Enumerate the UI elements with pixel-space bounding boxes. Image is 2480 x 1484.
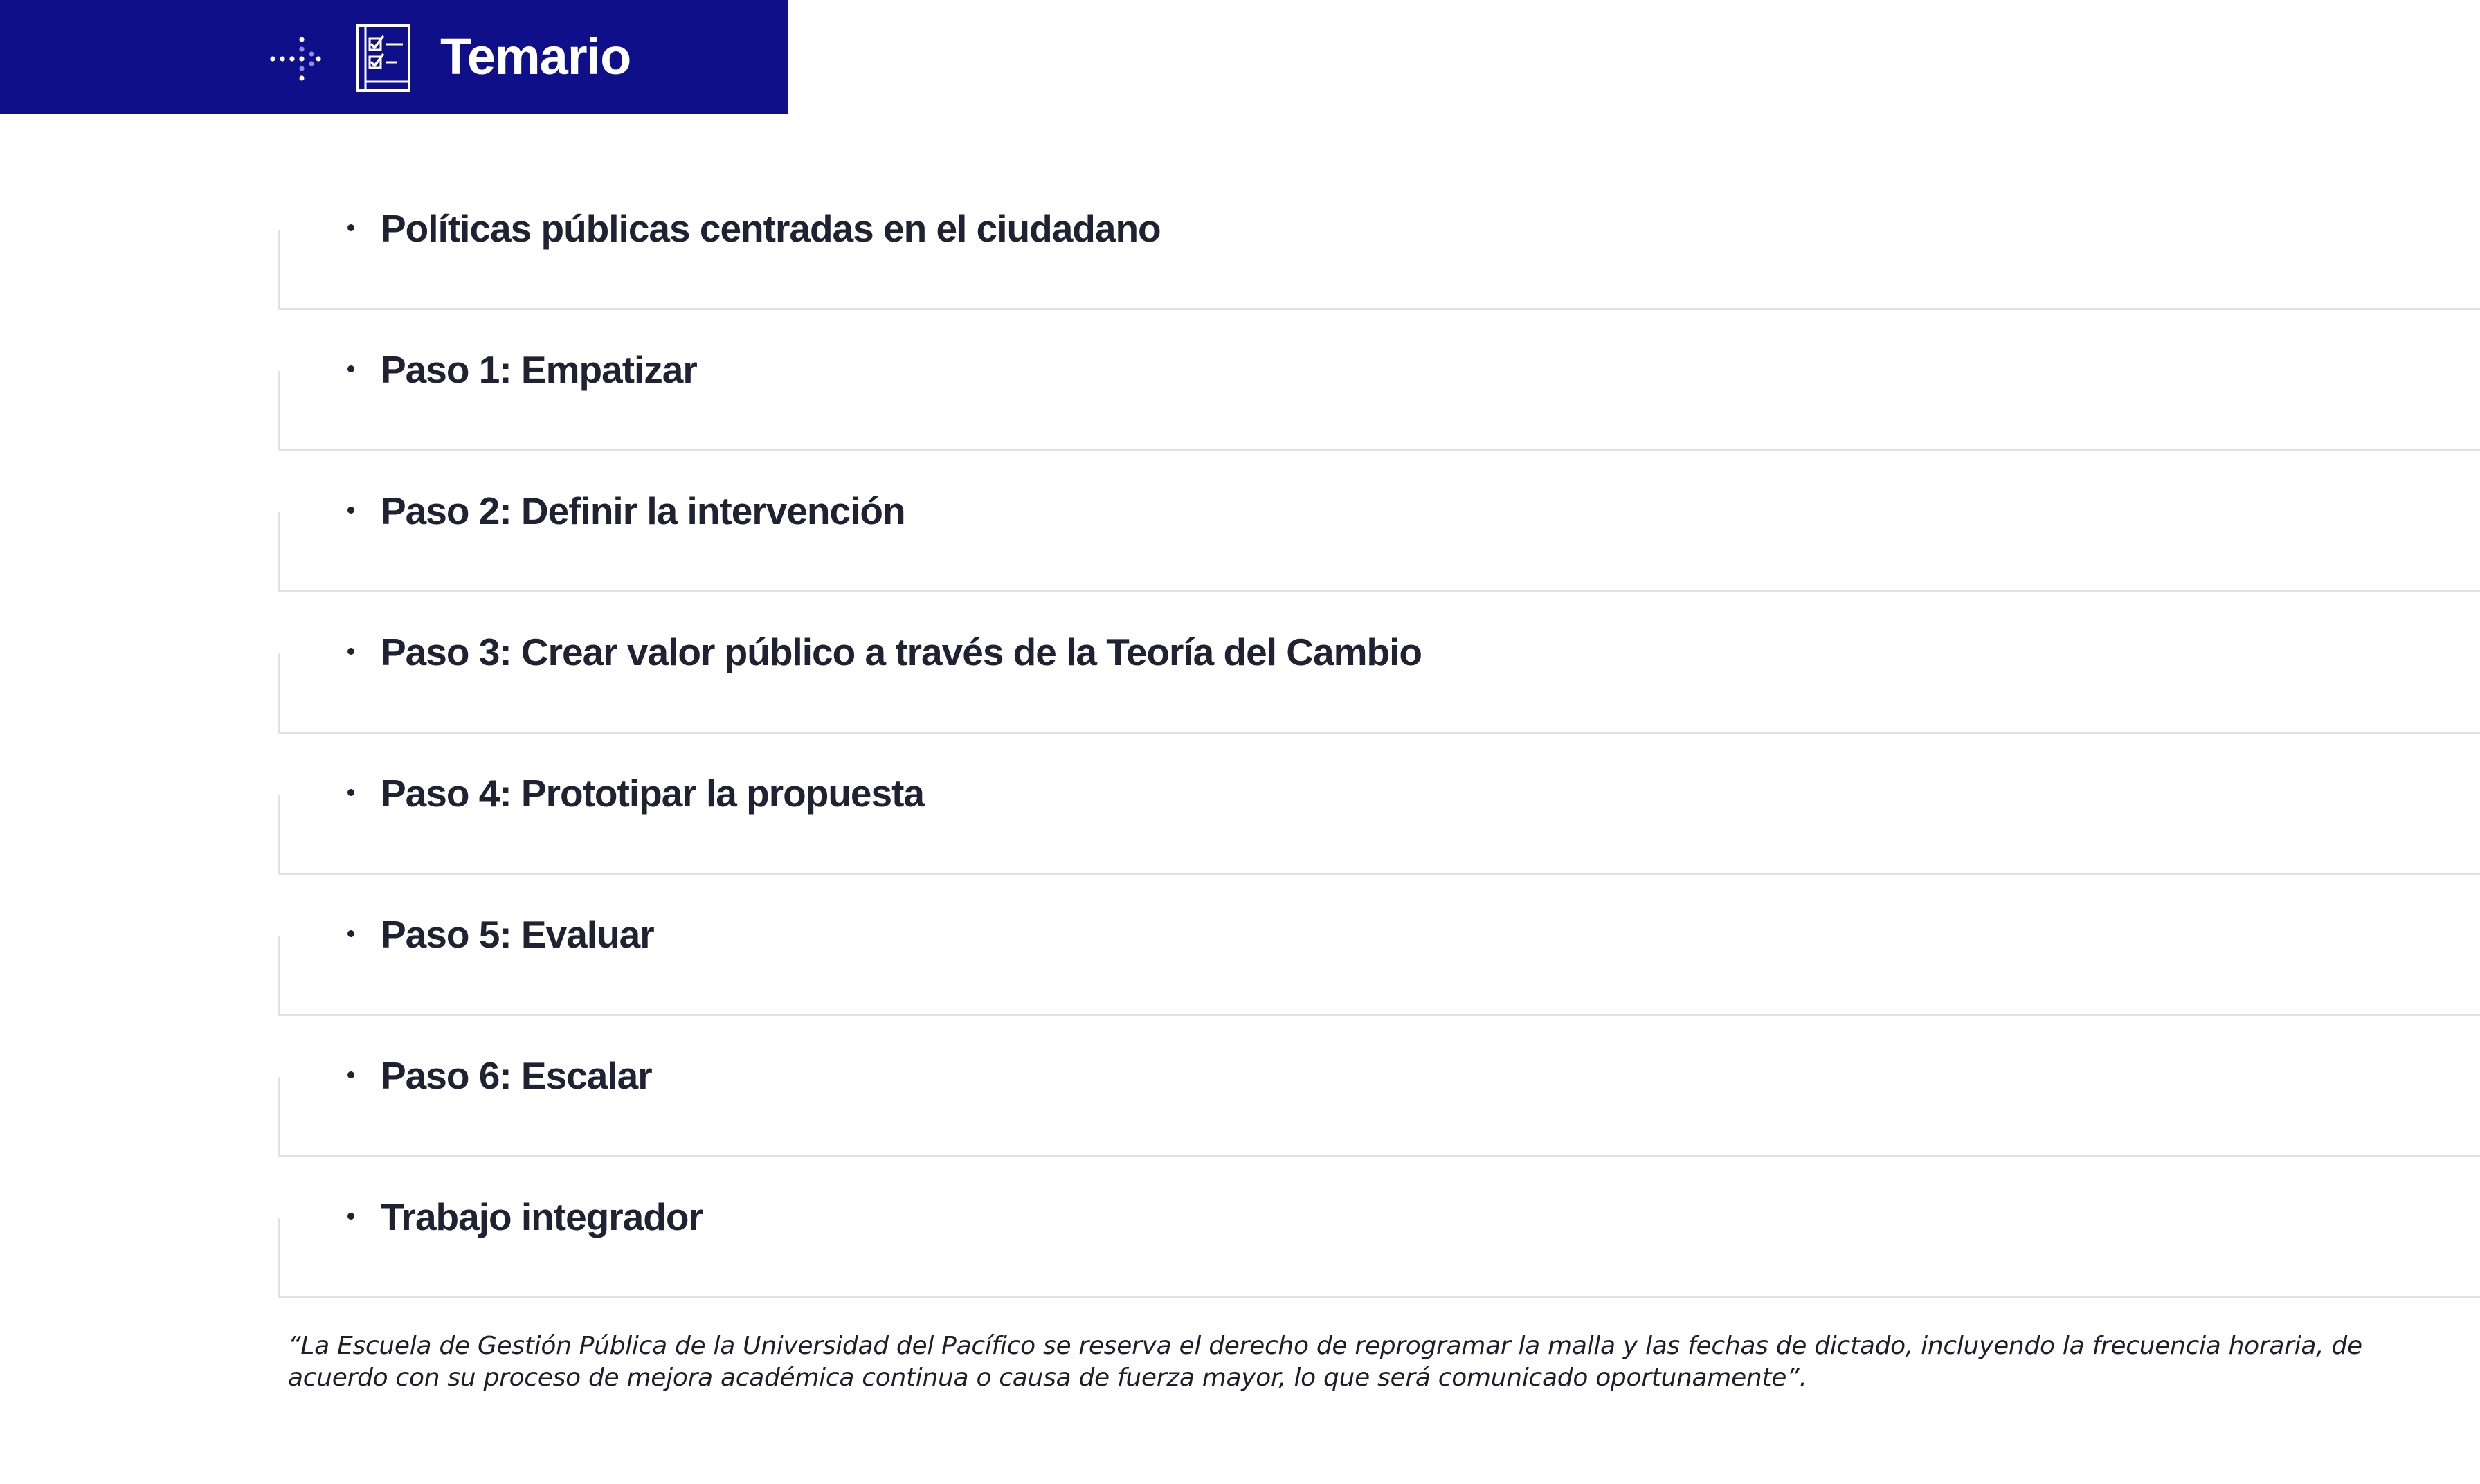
list-item (278, 451, 2480, 592)
list-item (278, 1016, 2480, 1157)
topic-label: Paso 5: Evaluar (381, 913, 654, 956)
topic-label: Políticas públicas centradas en el ciudadano (381, 207, 1161, 250)
topic-list (278, 169, 2480, 1298)
checklist-document-icon (356, 24, 411, 93)
list-item (278, 734, 2480, 875)
topic-label: Paso 6: Escalar (381, 1054, 652, 1097)
dots-arrow-icon (270, 36, 321, 82)
bullet-icon (347, 1213, 354, 1220)
bullet-icon (347, 224, 354, 231)
list-item (278, 310, 2480, 451)
list-item (278, 875, 2480, 1016)
bullet-icon (347, 789, 354, 796)
bullet-icon (347, 365, 354, 372)
topic-label: Paso 4: Prototipar la propuesta (381, 772, 925, 815)
list-item (278, 169, 2480, 310)
list-item (278, 1157, 2480, 1298)
bullet-icon (347, 930, 354, 937)
topic-label: Paso 2: Definir la intervención (381, 489, 905, 532)
topic-label: Paso 3: Crear valor público a través de la Teoría del Cambio (381, 631, 1422, 673)
bullet-icon (347, 1071, 354, 1078)
bullet-icon (347, 507, 354, 514)
disclaimer-note: “La Escuela de Gestión Pública de la Universidad del Pacífico se reserva el derecho de reprogramar la malla y las fechas de dictado, incluyendo la frecuencia horaria, de acuerdo con su proceso de mejora académica continua o causa de fuerza mayor, lo que será comunicado oportunamente”. (288, 1332, 2362, 1392)
page-title: Temario (440, 28, 631, 85)
list-item (278, 592, 2480, 734)
topic-label: Trabajo integrador (381, 1195, 703, 1238)
header-banner (0, 0, 788, 114)
bullet-icon (347, 648, 354, 655)
topic-label: Paso 1: Empatizar (381, 348, 697, 391)
